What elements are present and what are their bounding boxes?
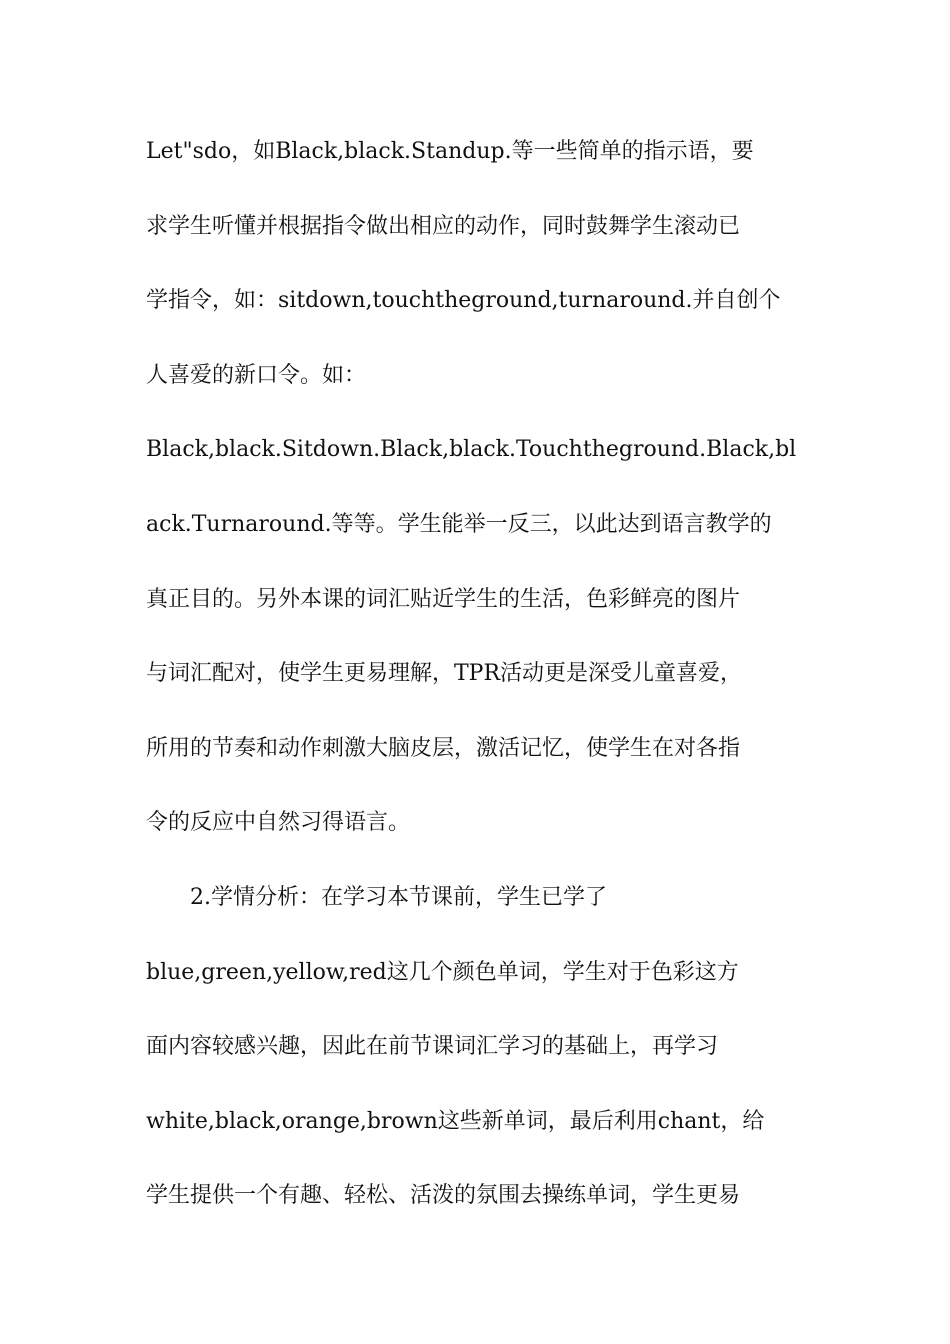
text-line: Let"sdo，如Black,black.Standup.等一些简单的指示语，要 <box>146 139 754 164</box>
text-line: blue,green,yellow,red这几个颜色单词，学生对于色彩这方 <box>146 959 739 985</box>
text-line: 令的反应中自然习得语言。 <box>146 810 411 836</box>
text-line: 面内容较感兴趣，因此在前节课词汇学习的基础上，再学习 <box>146 1034 719 1060</box>
text-line: 求学生听懂并根据指令做出相应的动作，同时鼓舞学生滚动已 <box>146 213 741 239</box>
text-line: Black,black.Sitdown.Black,black.Touchtheground.Black,bl <box>146 437 797 463</box>
text-line: 与词汇配对，使学生更易理解，TPR活动更是深受儿童喜爱， <box>146 661 743 687</box>
document-body <box>146 128 806 1247</box>
text-line: 所用的节奏和动作刺激大脑皮层，激活记忆，使学生在对各指 <box>146 735 741 761</box>
text-line: ack.Turnaround.等等。学生能举一反三，以此达到语言教学的 <box>146 511 772 537</box>
text-line: 真正目的。另外本课的词汇贴近学生的生活，色彩鲜亮的图片 <box>146 586 741 612</box>
text-line: 人喜爱的新口令。如： <box>146 362 367 388</box>
text-line: 学生提供一个有趣、轻松、活泼的氛围去操练单词，学生更易 <box>146 1183 741 1209</box>
text-line: 学指令，如：sitdown,touchtheground,turnaround.并自创个 <box>146 288 781 314</box>
section-heading-line: 2.学情分析：在学习本节课前，学生已学了 <box>190 884 607 910</box>
text-line: white,black,orange,brown这些新单词，最后利用chant，给 <box>146 1108 765 1134</box>
